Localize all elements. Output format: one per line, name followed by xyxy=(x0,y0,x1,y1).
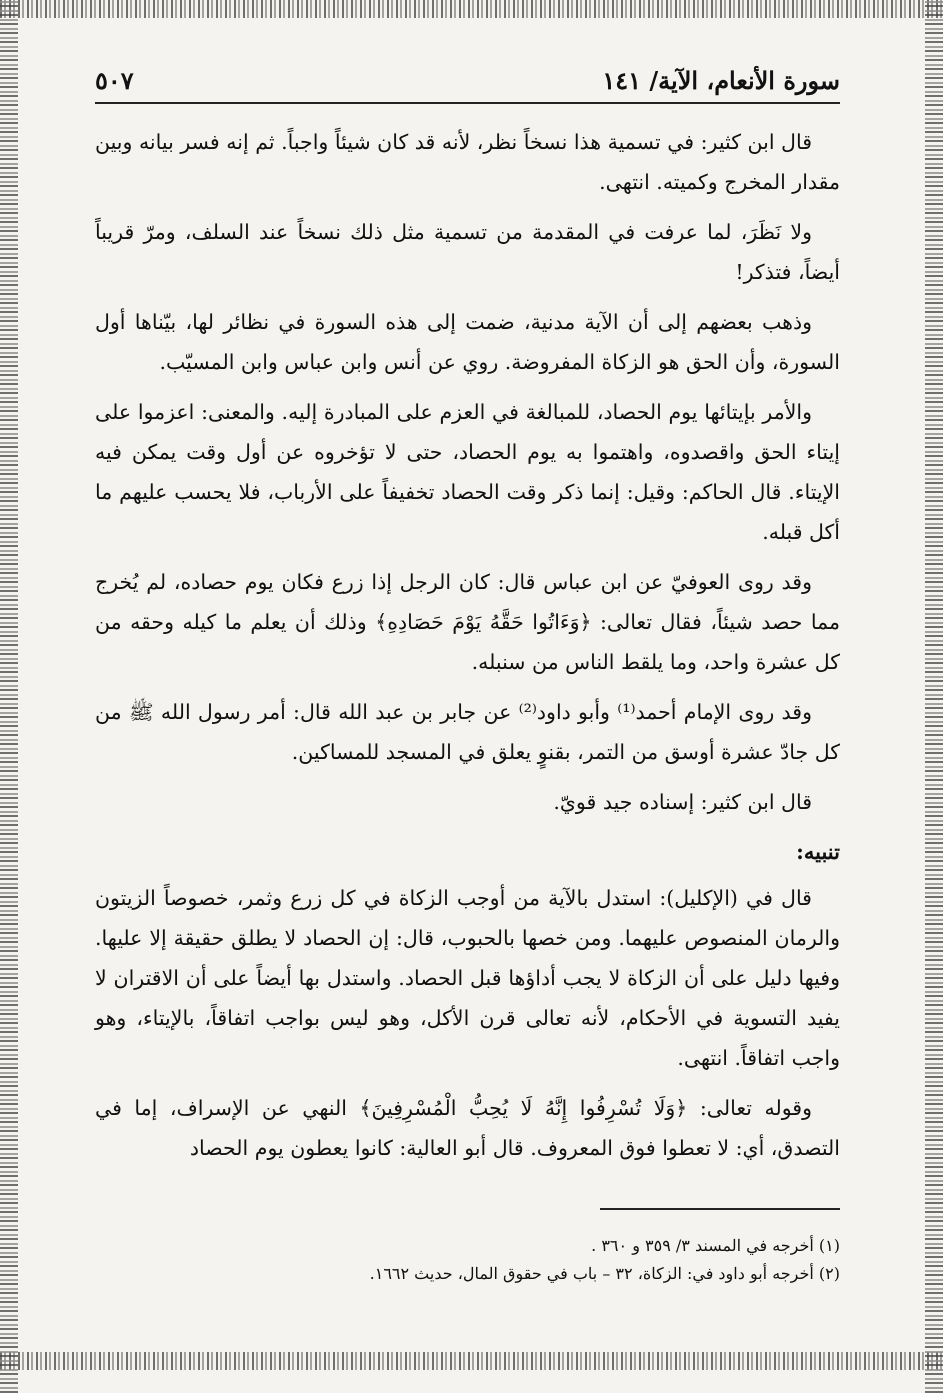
footnote: (١) أخرجه في المسند ٣/ ٣٥٩ و ٣٦٠ . xyxy=(591,1236,840,1255)
page-border-right xyxy=(925,0,943,1393)
page-number: ٥٠٧ xyxy=(95,66,134,95)
paragraph: وذهب بعضهم إلى أن الآية مدنية، ضمت إلى هذه السورة في نظائر لها، بيّناها أول السورة، وأن الحق هو الزكاة المفروضة. روي عن أنس وابن عباس وابن المسيّب. xyxy=(95,310,840,374)
page-body xyxy=(95,122,840,1178)
paragraph: وقوله تعالى: ﴿وَلَا تُسْرِفُوا إِنَّهُ لَا يُحِبُّ الْمُسْرِفِينَ﴾ النهي عن الإسراف، إما في التصدق، أي: لا تعطوا فوق المعروف. قال أبو العالية: كانوا يعطون يوم الحصاد xyxy=(95,1096,840,1160)
paragraph: قال في (الإكليل): استدل بالآية من أوجب الزكاة في كل زرع وثمر، خصوصاً الزيتون والرمان المنصوص عليهما. ومن خصها بالحبوب، قال: إن الحصاد لا يطلق حقيقة إلا عليها. وفيها دليل على أن الزكاة لا يجب أداؤها قبل الحصاد. واستدل بها أيضاً على أن الاقتران لا يفيد التسوية في الأحكام، لأنه تعالى قرن الأكل، وهو ليس بواجب اتفاقاً، بالإيتاء، وهو واجب اتفاقاً. انتهى. xyxy=(95,886,840,1070)
page-border-bottom xyxy=(0,1352,943,1370)
running-title: سورة الأنعام، الآية/ ١٤١ xyxy=(602,66,840,95)
paragraph: ولا نَظَرَ، لما عرفت في المقدمة من تسمية مثل ذلك نسخاً عند السلف، ومرّ قريباً أيضاً، فتذكر! xyxy=(95,220,840,284)
footnote-separator xyxy=(600,1208,840,1210)
paragraph: قال ابن كثير: في تسمية هذا نسخاً نظر، لأنه قد كان شيئاً واجباً. ثم إنه فسر بيانه وبين مقدار المخرج وكميته. انتهى. xyxy=(95,130,840,194)
section-heading: تنبيه: xyxy=(796,839,840,864)
paragraph: وقد روى الإمام أحمد⁽¹⁾ وأبو داود⁽²⁾ عن جابر بن عبد الله قال: أمر رسول الله ﷺ من كل جادّ عشرة أوسق من التمر، بقنوٍ يعلق في المسجد للمساكين. xyxy=(95,700,840,764)
page-border-left xyxy=(0,0,18,1393)
page-header xyxy=(95,62,840,104)
paragraph: وقد روى العوفيّ عن ابن عباس قال: كان الرجل إذا زرع فكان يوم حصاده، لم يُخرج مما حصد شيئاً، فقال تعالى: ﴿وَءَاتُوا حَقَّهُ يَوْمَ حَصَادِهِ﴾ وذلك أن يعلم ما كيله وحقه من كل عشرة واحد، وما يلقط الناس من سنبله. xyxy=(95,570,840,674)
paragraph: قال ابن كثير: إسناده جيد قويّ. xyxy=(553,790,812,814)
footnote: (٢) أخرجه أبو داود في: الزكاة، ٣٢ – باب في حقوق المال، حديث ١٦٦٢. xyxy=(369,1264,840,1283)
page-border-top xyxy=(0,0,943,18)
footnotes xyxy=(95,1232,840,1288)
paragraph: والأمر بإيتائها يوم الحصاد، للمبالغة في العزم على المبادرة إليه. والمعنى: اعزموا على إيتاء الحق واقصدوه، واهتموا به يوم الحصاد، حتى لا تؤخروه عن أول وقت يمكن فيه الإيتاء. قال الحاكم: وقيل: إنما ذكر وقت الحصاد تخفيفاً على الأرباب، فلا يحسب عليهم ما أكل قبله. xyxy=(95,400,840,544)
